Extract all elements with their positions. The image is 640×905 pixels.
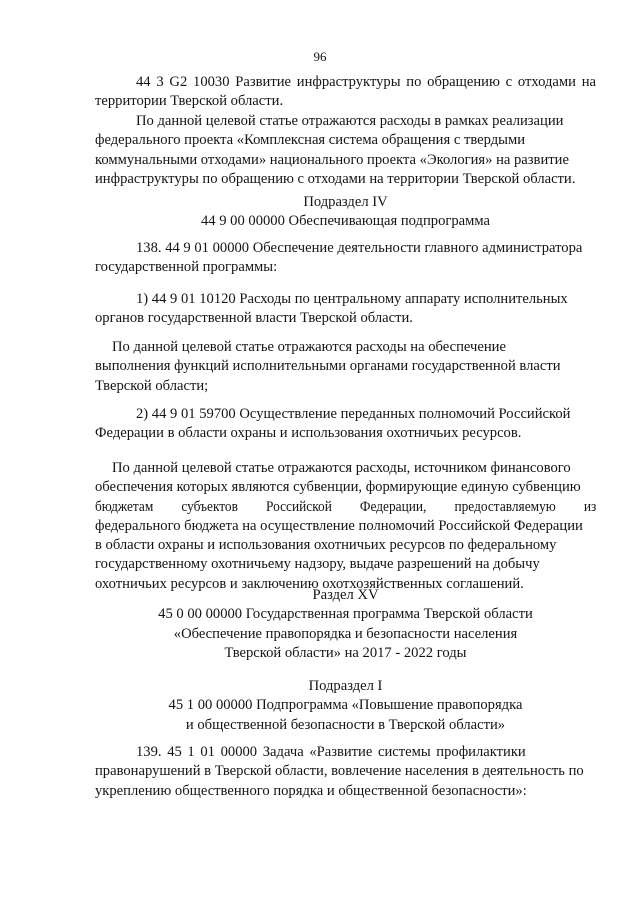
text-line: государственному охотничьему надзору, выдаче разрешений на добычу [95, 556, 540, 573]
paragraph-description [95, 112, 596, 189]
text-line: 138. 44 9 01 00000 Обеспечение деятельности главного администратора [136, 240, 583, 256]
heading-line: и общественной безопасности в Тверской области» [185, 716, 506, 733]
paragraph-item-1 [95, 290, 596, 329]
heading-line: Раздел XV [312, 587, 379, 603]
text-line: Федерации в области охраны и использования охотничьих ресурсов. [95, 425, 522, 442]
text-line: обеспечения которых являются субвенции, формирующие единую субвенцию [95, 479, 581, 496]
text-line: государственной программы: [95, 259, 278, 276]
text-line: федерального проекта «Комплексная система обращения с твердыми [95, 132, 526, 149]
page-number: 96 [313, 49, 327, 64]
heading-line: Подраздел IV [303, 194, 388, 210]
heading-line: Подраздел I [308, 678, 383, 694]
paragraph-139 [95, 743, 596, 801]
text-line: 1) 44 9 01 10120 Расходы по центральному аппарату исполнительных [136, 291, 568, 307]
text-line: инфраструктуры по обращению с отходами на территории Тверской области. [95, 170, 576, 187]
text-line: 44 3 G2 10030 Развитие инфраструктуры по обращению с отходами на [136, 74, 596, 90]
text-line: По данной целевой статье отражаются расходы в рамках реализации [136, 113, 564, 129]
heading-line: 44 9 00 00000 Обеспечивающая подпрограмма [200, 213, 490, 230]
text-line: Тверской области; [95, 377, 209, 394]
text-line: выполнения функций исполнительными органами государственной власти [95, 358, 561, 375]
section-heading-subsection-i [95, 677, 596, 735]
text-line: По данной целевой статье отражаются расходы на обеспечение [112, 339, 506, 355]
text-line: 139. 45 1 01 00000 Задача «Развитие системы профилактики [136, 744, 526, 760]
section-heading-subsection-iv [95, 193, 596, 232]
paragraph-item-2 [95, 405, 596, 444]
heading-line: «Обеспечение правопорядка и безопасности населения [173, 625, 518, 642]
text-line: охотничьих ресурсов и заключению охотхозяйственных соглашений. [95, 575, 524, 592]
heading-line: Тверской области» на 2017 - 2022 годы [224, 644, 467, 661]
paragraph-138 [95, 239, 596, 278]
text-line: федерального бюджета на осуществление полномочий Российской Федерации [95, 517, 583, 534]
text-line: органов государственной власти Тверской области. [95, 310, 413, 327]
section-heading-section-xv [95, 586, 596, 663]
heading-line: 45 0 00 00000 Государственная программа Тверской области [158, 606, 533, 623]
paragraph-44-3-g2 [95, 73, 596, 112]
heading-line: 45 1 00 00000 Подпрограмма «Повышение правопорядка [168, 697, 523, 714]
text-line: территории Тверской области. [95, 93, 284, 110]
paragraph-item-2-description [95, 459, 596, 594]
text-line: бюджетам субъектов Российской Федерации, предоставляемую из [95, 498, 597, 515]
text-line: коммунальными отходами» национального проекта «Экология» на развитие [95, 151, 569, 168]
text-line: укреплению общественного порядка и общественной безопасности»: [95, 782, 527, 799]
text-line: в области охраны и использования охотничьих ресурсов по федеральному [95, 537, 557, 554]
text-line: правонарушений в Тверской области, вовлечение населения в деятельность по [95, 763, 584, 780]
text-line: 2) 44 9 01 59700 Осуществление переданных полномочий Российской [136, 406, 571, 422]
text-line: По данной целевой статье отражаются расходы, источником финансового [112, 460, 571, 476]
paragraph-item-1-description [95, 338, 596, 396]
